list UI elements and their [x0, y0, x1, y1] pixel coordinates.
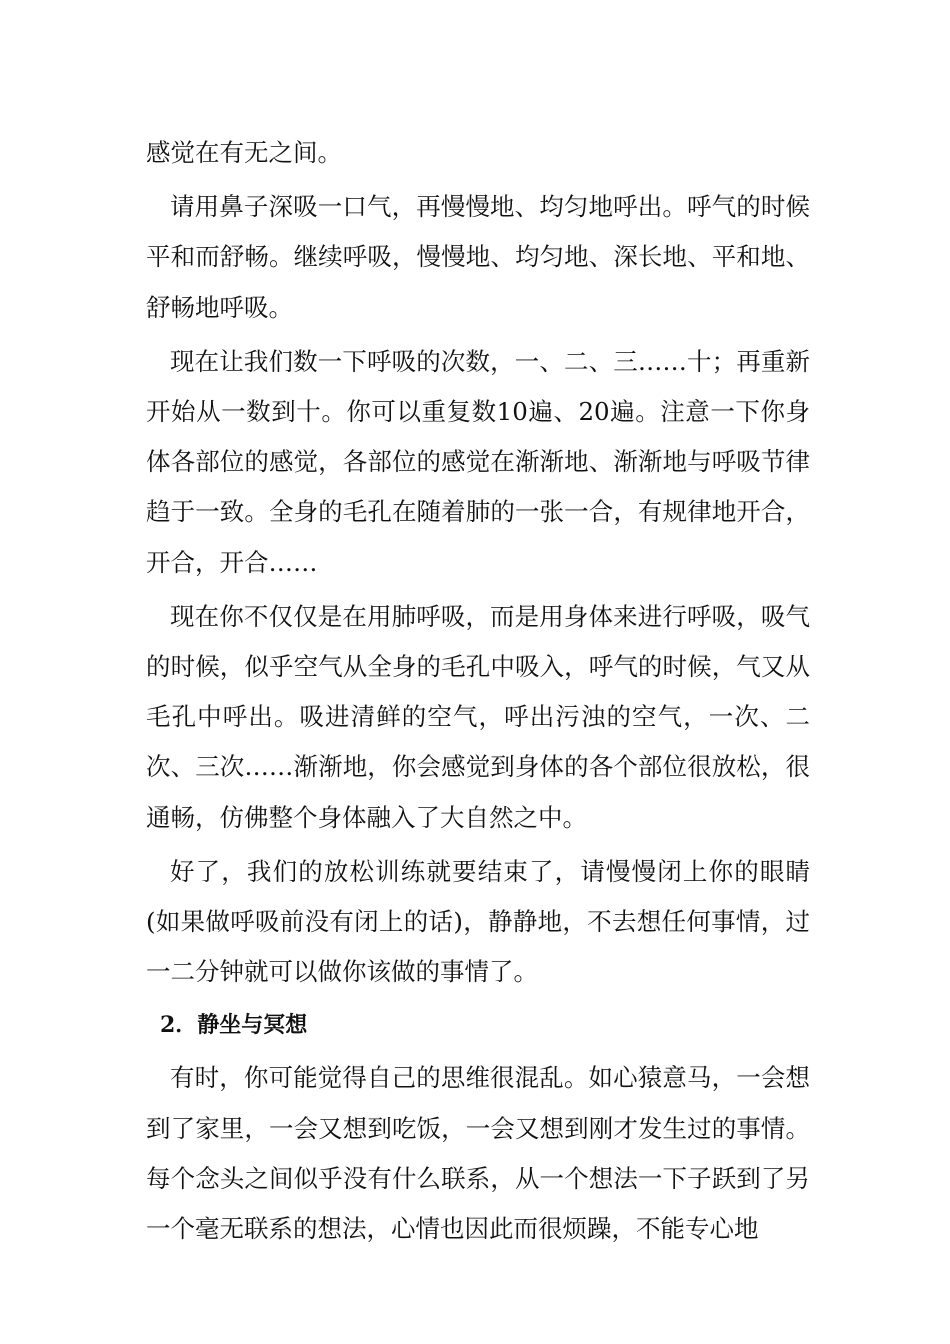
paragraph-meditation-intro: 有时，你可能觉得自己的思维很混乱。如心猿意马，一会想到了家里，一会又想到吃饭，一会又想到刚才发生过的事情。每个念头之间似乎没有什么联系，从一个想法一下子跃到了另一个毫无联系的想法，心情也因此而很烦躁，不能专心地: [146, 1063, 810, 1244]
paragraph-closing: 好了，我们的放松训练就要结束了，请慢慢闭上你的眼睛(如果做呼吸前没有闭上的话)，静静地，不去想任何事情，过一二分钟就可以做你该做的事情了。: [146, 856, 810, 987]
paragraph-count-breaths: 现在让我们数一下呼吸的次数，一、二、三……十；再重新开始从一数到十。你可以重复数10遍、20遍。注意一下你身体各部位的感觉，各部位的感觉在渐渐地、渐渐地与呼吸节律趋于一致。全身的毛孔在随着肺的一张一合，有规律地开合，开合，开合……: [146, 346, 810, 577]
paragraph-deep-breath: 请用鼻子深吸一口气，再慢慢地、均匀地呼出。呼气的时候平和而舒畅。继续呼吸，慢慢地、均匀地、深长地、平和地、舒畅地呼吸。: [146, 192, 810, 322]
section-heading: 2．静坐与冥想: [160, 1012, 308, 1039]
paragraph-body-breathing: 现在你不仅仅是在用肺呼吸，而是用身体来进行呼吸，吸气的时候，似乎空气从全身的毛孔中吸入，呼气的时候，气又从毛孔中呼出。吸进清鲜的空气，呼出污浊的空气，一次、二次、三次……渐渐地，你会感觉到身体的各个部位很放松，很通畅，仿佛整个身体融入了大自然之中。: [146, 601, 810, 832]
paragraph-continuation: 感觉在有无之间。: [146, 138, 342, 167]
document-page: [146, 128, 810, 1258]
